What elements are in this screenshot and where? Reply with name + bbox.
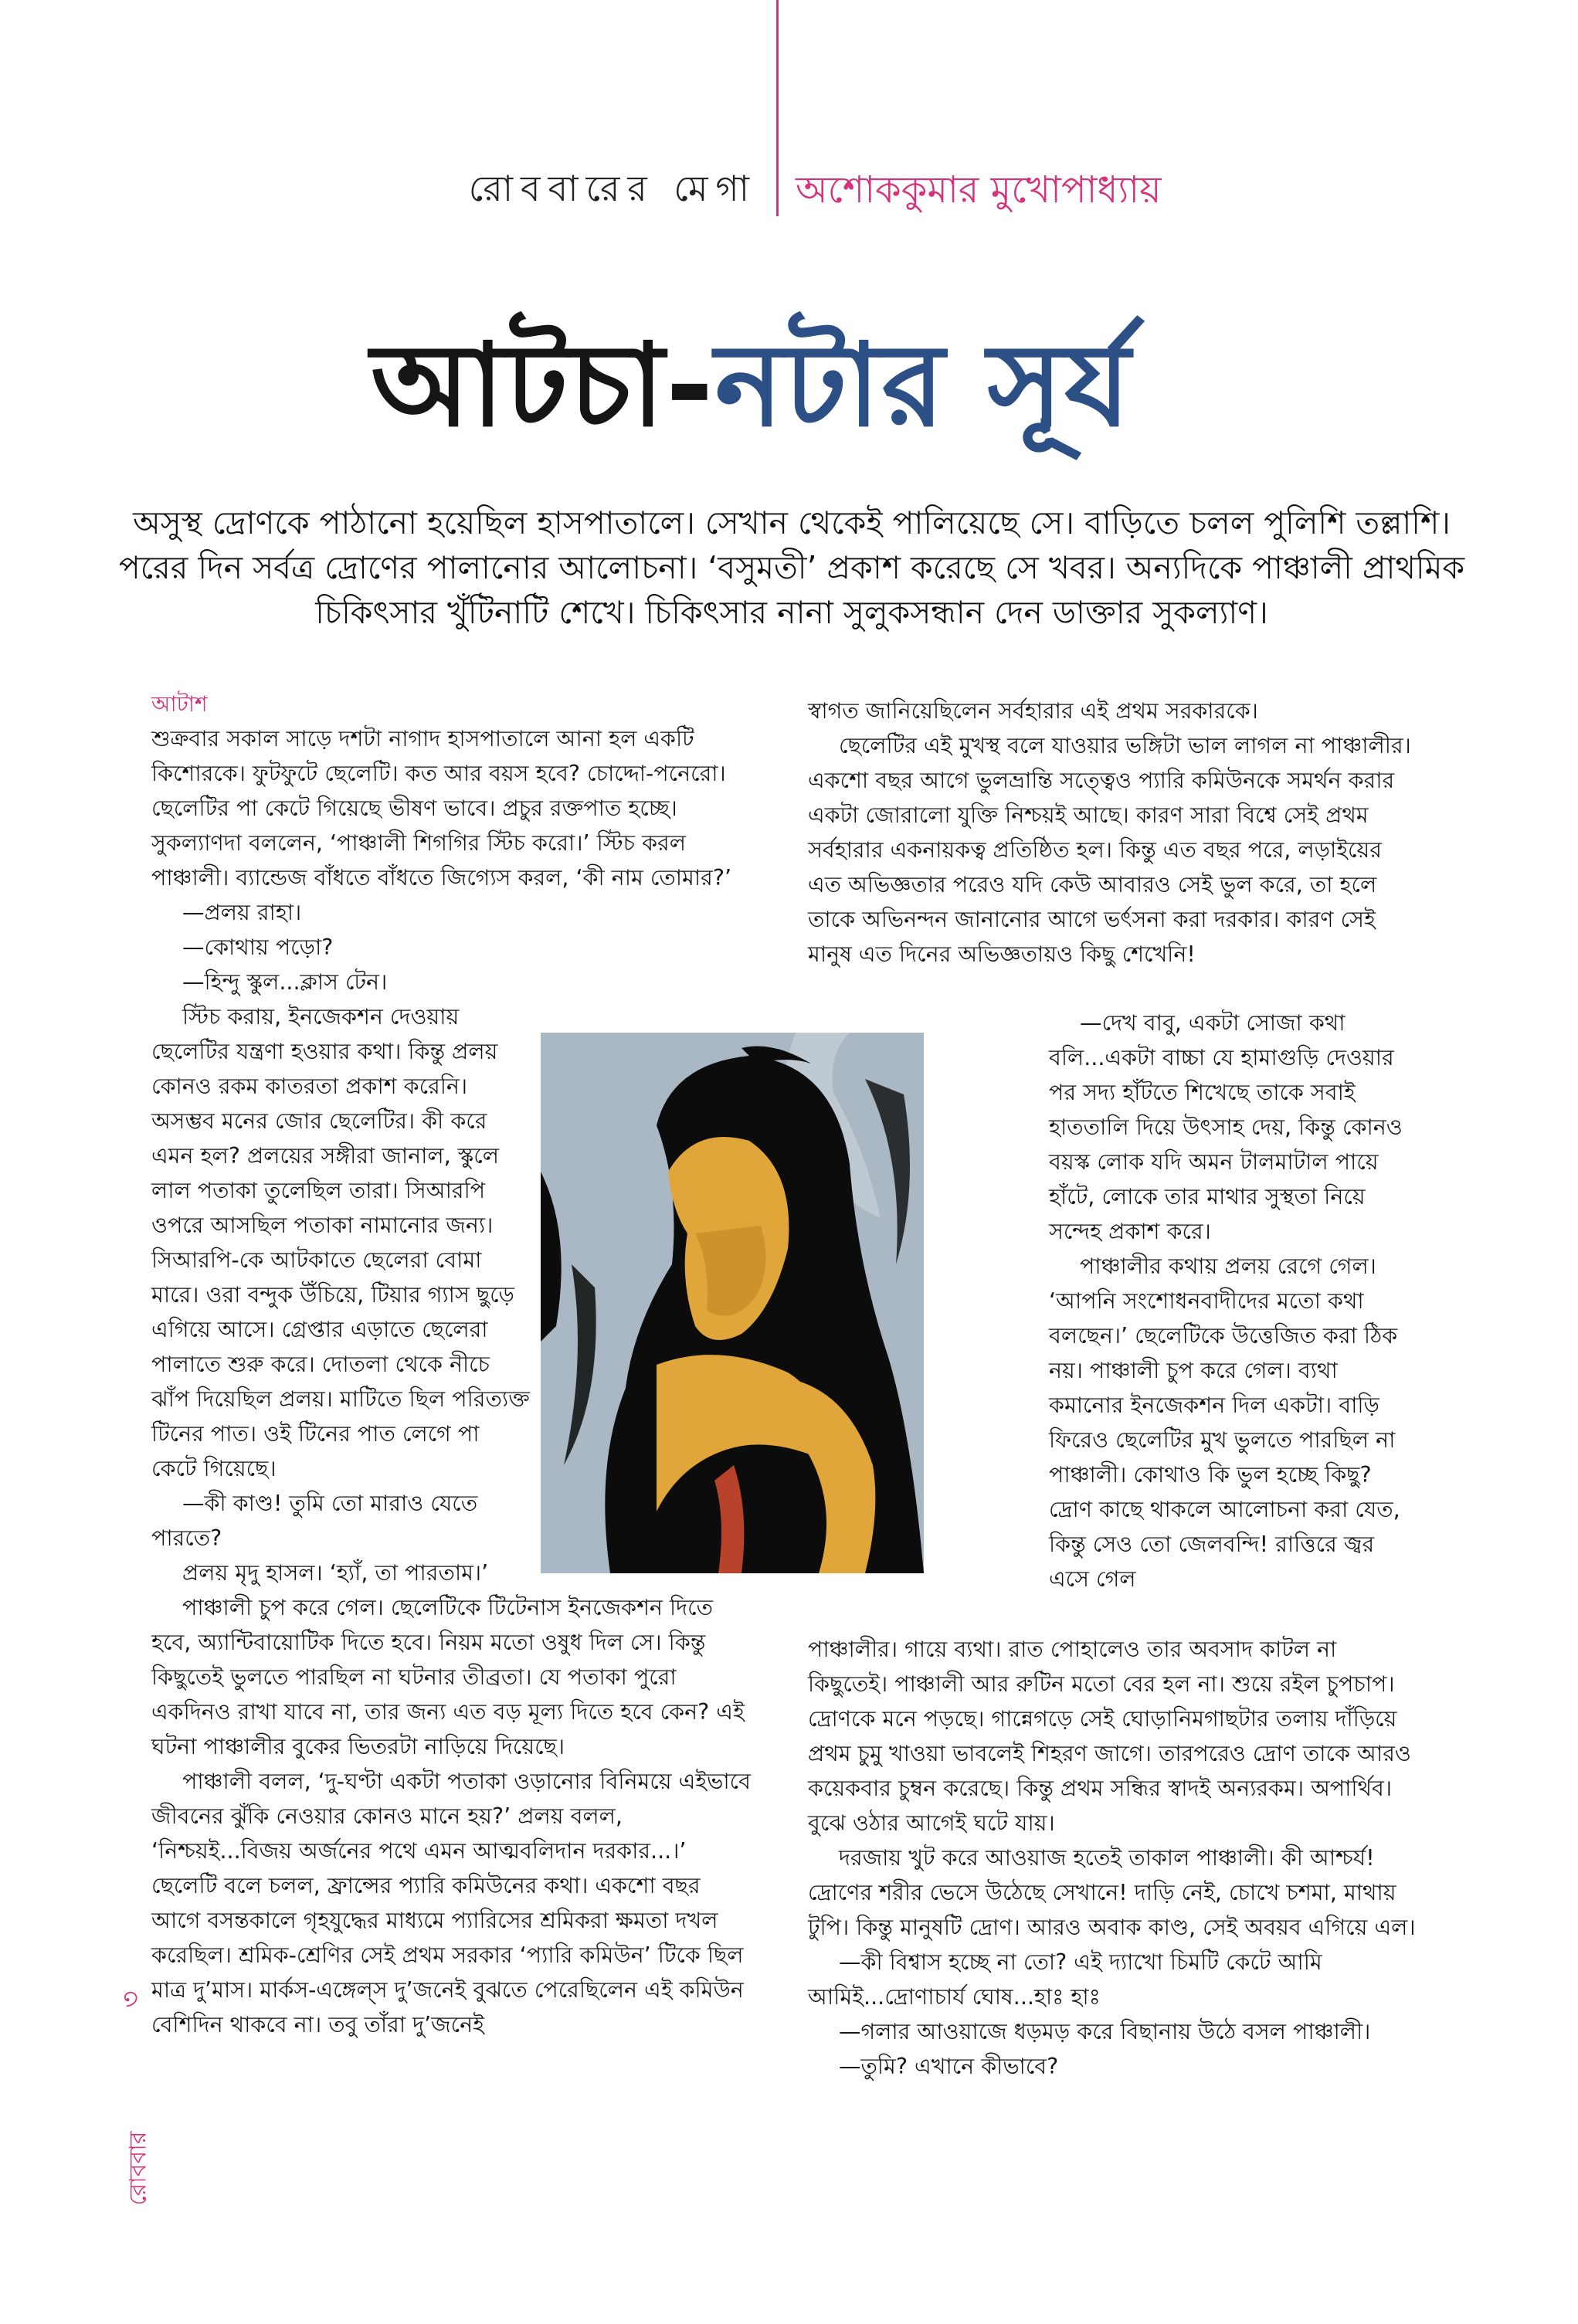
story-title-part2: নটার সূর্য	[714, 319, 1132, 452]
text-column-right-wrapped	[1049, 1006, 1418, 1596]
illustration-art	[541, 1033, 924, 1573]
dialogue-line: —কোথায় পড়ো?	[182, 935, 334, 960]
paragraph: পাঞ্চালী চুপ করে গেল। ছেলেটিকে টিটেনাস ইনজেকশন দিতে হবে, অ্যান্টিবায়োটিক দিতে হবে। নিয়ম মতো ওষুধ দিল সে। কিন্তু কিছুতেই ভুলতে পারছিল না ঘটনার তীব্রতা। যে পতাকা পুরো একদিনও রাখা যাবে না, তার জন্য এত বড় মূল্য দিতে হবে কেন? এই ঘটনা পাঞ্চালীর বুকের ভিতরটা নাড়িয়ে দিয়েছে।	[151, 1595, 745, 1759]
page-number: ৩	[115, 1990, 147, 2008]
dialogue-line: —কী বিশ্বাস হচ্ছে না তো? এই দ্যাখো চিমটি কেটে আমি আমিই...দ্রোণাচার্য ঘোষ...হাঃ হাঃ	[808, 1949, 1322, 2010]
paragraph: স্বাগত জানিয়েছিলেন সর্বহারার এই প্রথম সরকারকে।	[808, 698, 1258, 724]
header-divider-rule	[776, 0, 779, 216]
text-column-right-top	[808, 694, 1418, 972]
dialogue-line: —কী কাণ্ড! তুমি তো মারাও যেতে পারতে?	[151, 1491, 478, 1551]
dialogue-line: —হিন্দু স্কুল...ক্লাস টেন।	[182, 969, 388, 995]
illustration-woman-silhouette	[541, 1033, 924, 1573]
paragraph: দরজায় খুট করে আওয়াজ হতেই তাকাল পাঞ্চালী। কী আশ্চর্য! দ্রোণের শরীর ভেসে উঠেছে সেখানে! দাড়ি নেই, চোখে চশমা, মাথায় টুপি। কিন্তু মানুষটি দ্রোণ। আরও অবাক কাণ্ড, সেই অবয়ব এগিয়ে এল।	[808, 1845, 1416, 1940]
page-footer-sidebar	[115, 1977, 152, 2206]
series-name: রোববারের মেগা	[468, 168, 757, 209]
author-name: অশোককুমার মুখোপাধ্যায়	[796, 168, 1162, 212]
paragraph: প্রলয় মৃদু হাসল। ‘হ্যাঁ, তা পারতাম।’	[182, 1560, 489, 1586]
paragraph: পাঞ্চালীর কথায় প্রলয় রেগে গেল। ‘আপনি সংশোধনবাদীদের মতো কথা বলছেন।’ ছেলেটিকে উত্তেজিত করা ঠিক নয়। পাঞ্চালী চুপ করে গেল। ব্যথা কমানোর ইনজেকশন দিল একটা। বাড়ি ফিরেও ছেলেটির মুখ ভুলতে পারছিল না পাঞ্চালী। কোথাও কি ভুল হচ্ছে কিছু? দ্রোণ কাছে থাকলে আলোচনা করা যেত, কিন্তু সেও তো জেলবন্দি! রাত্তিরে জ্বর এসে গেল	[1049, 1254, 1400, 1592]
story-intro: অসুস্থ দ্রোণকে পাঠানো হয়েছিল হাসপাতালে। সেখান থেকেই পালিয়েছে সে। বাড়িতে চলল পুলিশি তল্লাশি। পরের দিন সর্বত্র দ্রোণের পালানোর আলোচনা। ‘বসুমতী’ প্রকাশ করেছে সে খবর। অন্যদিকে পাঞ্চালী প্রাথমিক চিকিৎসার খুঁটিনাটি শেখে। চিকিৎসার নানা সুলুকসন্ধান দেন ডাক্তার সুকল্যাণ।	[118, 504, 1465, 631]
paragraph: স্টিচ করায়, ইনজেকশন দেওয়ায় ছেলেটির যন্ত্রণা হওয়ার কথা। কিন্তু প্রলয় কোনও রকম কাতরতা প্রকাশ করেনি। অসম্ভব মনের জোর ছেলেটির। কী করে এমন হল? প্রলয়ের সঙ্গীরা জানাল, স্কুলে লাল পতাকা তুলেছিল তারা। সিআরপি ওপরে আসছিল পতাকা নামানোর জন্য। সিআরপি-কে আটকাতে ছেলেরা বোমা মারে। ওরা বন্দুক উঁচিয়ে, টিয়ার গ্যাস ছুড়ে এগিয়ে আসে। গ্রেপ্তার এড়াতে ছেলেরা পালাতে শুরু করে। দোতলা থেকে নীচে ঝাঁপ দিয়েছিল প্রলয়। মাটিতে ছিল পরিত্যক্ত টিনের পাত। ওই টিনের পাত লেগে পা কেটে গিয়েছে।	[151, 1004, 530, 1481]
story-title	[371, 297, 1298, 452]
dialogue-line: —দেখ বাবু, একটা সোজা কথা বলি...একটা বাচ্চা যে হামাগুড়ি দেওয়ার পর সদ্য হাঁটতে শিখেছে তাকে সবাই হাততালি দিয়ে উৎসাহ দেয়, কিন্তু কোনও বয়স্ক লোক যদি অমন টালমাটাল পায়ে হাঁটে, লোকে তার মাথার সুস্থতা নিয়ে সন্দেহ প্রকাশ করে।	[1049, 1010, 1403, 1244]
magazine-name: রোববার	[124, 2131, 152, 2206]
paragraph: পাঞ্চালীর। গায়ে ব্যথা। রাত পোহালেও তার অবসাদ কাটল না কিছুতেই। পাঞ্চালী আর রুটিন মতো বের হল না। শুয়ে রইল চুপচাপ। দ্রোণকে মনে পড়ছে। গান্নেগড়ে সেই ঘোড়ানিমগাছটার তলায় দাঁড়িয়ে প্রথম চুমু খাওয়া ভাবলেই শিহরণ জাগে। তারপরেও দ্রোণ তাকে আরও কয়েকবার চুম্বন করেছে। কিন্তু প্রথম সন্ধির স্বাদই অন্যরকম। অপার্থিব। বুঝে ওঠার আগেই ঘটে যায়।	[808, 1637, 1411, 1836]
paragraph: ছেলেটির এই মুখস্থ বলে যাওয়ার ভঙ্গিটা ভাল লাগল না পাঞ্চালীর। একশো বছর আগে ভুলভ্রান্তি সত্ত্বেও প্যারি কমিউনকে সমর্থন করার একটা জোরালো যুক্তি নিশ্চয়ই আছে। কারণ সারা বিশ্বে সেই প্রথম সর্বহারার একনায়কত্ব প্রতিষ্ঠিত হল। কিন্তু এত বছর পরে, লড়াইয়ের এত অভিজ্ঞতার পরেও যদি কেউ আবারও সেই ভুল করে, তা হলে তাকে অভিনন্দন জানানোর আগে ভর্ৎসনা করা দরকার। কারণ সেই মানুষ এত দিনের অভিজ্ঞতায়ও কিছু শেখেনি!	[808, 733, 1411, 967]
dialogue-line: —তুমি? এখানে কীভাবে?	[839, 2054, 1059, 2079]
story-title-part1: আটচা-	[371, 319, 715, 452]
dialogue-line: —প্রলয় রাহা।	[182, 900, 302, 925]
paragraph: পাঞ্চালী বলল, ‘দু-ঘণ্টা একটা পতাকা ওড়ানোর বিনিময়ে এইভাবে জীবনের ঝুঁকি নেওয়ার কোনও মানে হয়?’ প্রলয় বলল, ‘নিশ্চয়ই...বিজয় অর্জনের পথে এমন আত্মবলিদান দরকার...।’ ছেলেটি বলে চলল, ফ্রান্সের প্যারি কমিউনের কথা। একশো বছর আগে বসন্তকালে গৃহযুদ্ধের মাধ্যমে প্যারিসের শ্রমিকরা ক্ষমতা দখল করেছিল। শ্রমিক-শ্রেণির সেই প্রথম সরকার ‘প্যারি কমিউন’ টিকে ছিল মাত্র দু’মাস। মার্কস-এঙ্গেল্স দু’জনেই বুঝতে পেরেছিলেন এই কমিউন বেশিদিন থাকবে না। তবু তাঁরা দু’জনেই	[151, 1769, 751, 2037]
text-column-right-bottom	[808, 1632, 1418, 2084]
chapter-number: আটাশ	[151, 691, 208, 717]
dialogue-line: —গলার আওয়াজে ধড়মড় করে বিছানায় উঠে বসল পাঞ্চালী।	[839, 2019, 1371, 2044]
wrapped-text-block	[151, 999, 530, 1556]
paragraph: শুক্রবার সকাল সাড়ে দশটা নাগাদ হাসপাতালে আনা হল একটি কিশোরকে। ফুটফুটে ছেলেটি। কত আর বয়স হবে? চোদ্দো-পনেরো। ছেলেটির পা কেটে গিয়েছে ভীষণ ভাবে। প্রচুর রক্তপাত হচ্ছে। সুকল্যাণদা বললেন, ‘পাঞ্চালী শিগগির স্টিচ করো।’ স্টিচ করল পাঞ্চালী। ব্যান্ডেজ বাঁধতে বাঁধতে জিগ্যেস করল, ‘কী নাম তোমার?’	[151, 726, 732, 891]
